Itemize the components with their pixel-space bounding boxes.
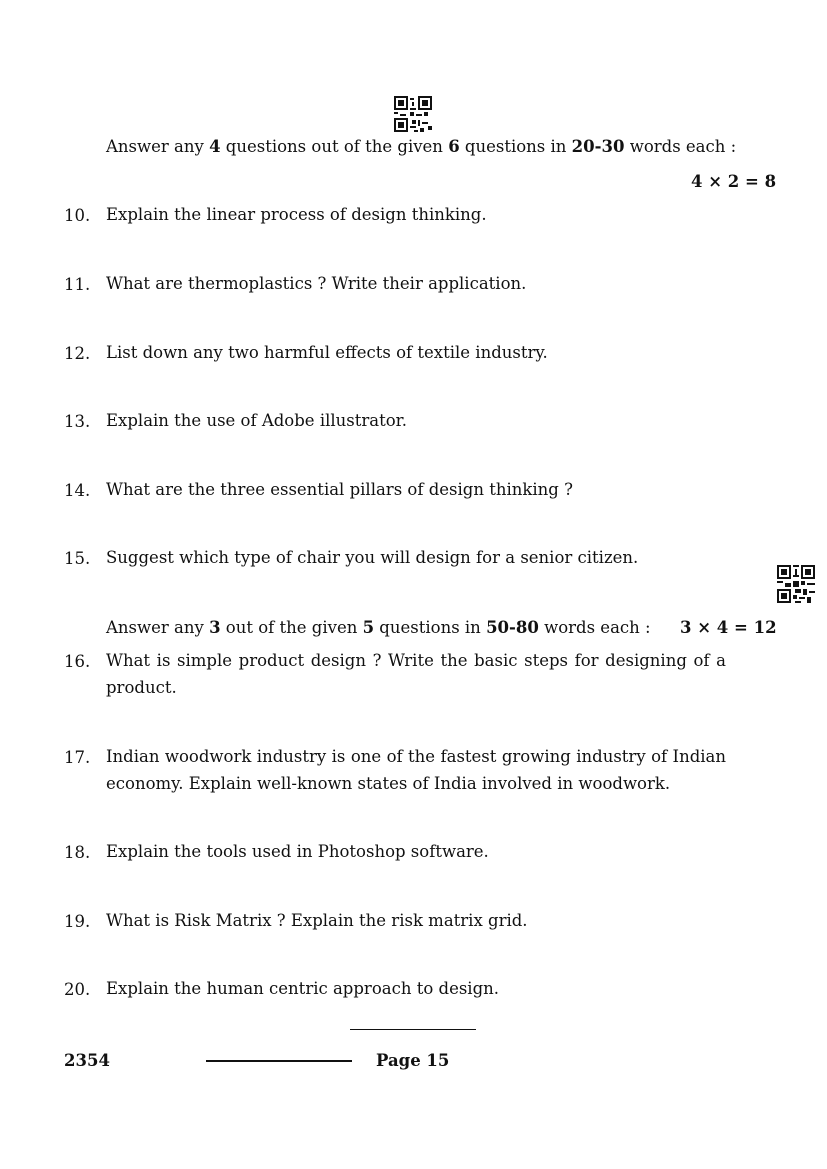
question-number: 11. bbox=[64, 275, 91, 294]
footer-divider bbox=[206, 1060, 352, 1062]
question-number: 15. bbox=[64, 549, 91, 568]
question-text: Indian woodwork industry is one of the fastest growing industry of Indian economy. Explain well-known states of India involved in woodwork. bbox=[106, 747, 726, 793]
section-a-instruction: Answer any 4 questions out of the given 6 questions in 20-30 words each : bbox=[106, 137, 737, 156]
question-number: 13. bbox=[64, 412, 91, 431]
paper-code: 2354 bbox=[64, 1051, 110, 1070]
page-number: Page 15 bbox=[376, 1051, 450, 1070]
question-number: 16. bbox=[64, 652, 91, 671]
question-number: 19. bbox=[64, 912, 91, 931]
question-number: 18. bbox=[64, 843, 91, 862]
question-text: List down any two harmful effects of textile industry. bbox=[106, 343, 548, 362]
question-number: 14. bbox=[64, 481, 91, 500]
section-a-marks: 4 × 2 = 8 bbox=[691, 172, 777, 191]
question-number: 20. bbox=[64, 980, 91, 999]
section-b-instruction: Answer any 3 out of the given 5 questions in 50-80 words each : bbox=[106, 618, 651, 637]
question-text: What are the three essential pillars of design thinking ? bbox=[106, 480, 573, 499]
question-text: Explain the tools used in Photoshop software. bbox=[106, 842, 489, 861]
question-text: Suggest which type of chair you will design for a senior citizen. bbox=[106, 548, 639, 567]
question-number: 10. bbox=[64, 206, 91, 225]
question-text: Explain the use of Adobe illustrator. bbox=[106, 411, 407, 430]
question-text: What are thermoplastics ? Write their application. bbox=[106, 274, 527, 293]
top-qr-code-icon bbox=[394, 96, 432, 132]
question-number: 12. bbox=[64, 344, 91, 363]
question-text: What is simple product design ? Write the basic steps for designing of a product. bbox=[106, 651, 726, 697]
question-text: Explain the linear process of design thinking. bbox=[106, 205, 487, 224]
section-b-marks: 3 × 4 = 12 bbox=[680, 618, 777, 637]
question-text: Explain the human centric approach to design. bbox=[106, 979, 500, 998]
question-text: What is Risk Matrix ? Explain the risk matrix grid. bbox=[106, 911, 528, 930]
end-divider bbox=[350, 1029, 476, 1030]
question-number: 17. bbox=[64, 748, 91, 767]
side-qr-code-icon bbox=[777, 565, 815, 603]
